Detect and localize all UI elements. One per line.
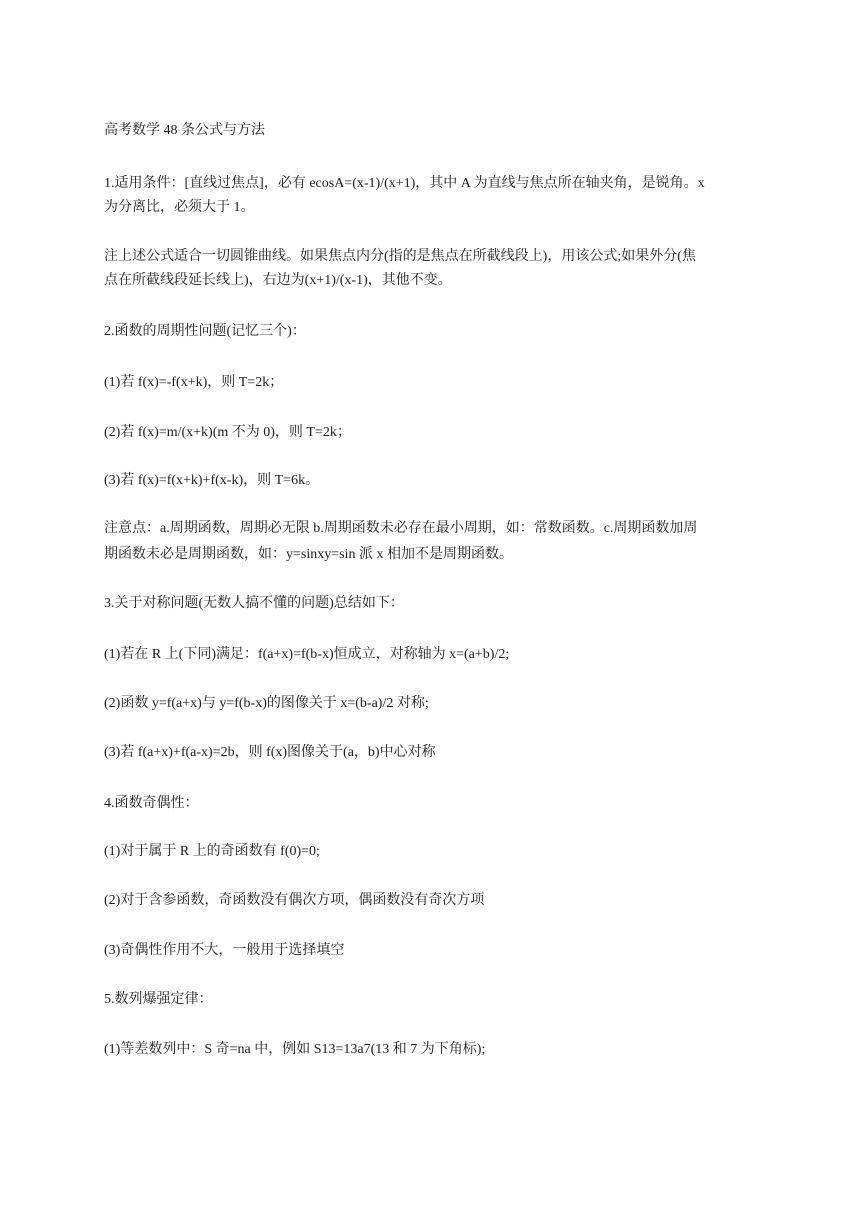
text-line: (1)等差数列中：S 奇=na 中，例如 S13=13a7(13 和 7 为下角标); [104,1042,486,1057]
section-heading: 2.函数的周期性问题(记忆三个)： [104,324,306,339]
text-line: (3)奇偶性作用不大，一般用于选择填空 [104,943,345,958]
text-line: 期函数未必是周期函数，如：y=sinxy=sin 派 x 相加不是周期函数。 [104,547,513,562]
document-title: 高考数学 48 条公式与方法 [104,123,265,138]
text-line: (1)若 f(x)=-f(x+k)，则 T=2k； [104,375,284,390]
section-heading: 5.数列爆强定律： [104,992,213,1007]
text-line: 注意点：a.周期函数，周期必无限 b.周期函数未必存在最小周期，如：常数函数。c.周期函数加周 [104,521,698,536]
section-heading: 4.函数奇偶性： [104,796,199,811]
text-line: (2)函数 y=f(a+x)与 y=f(b-x)的图像关于 x=(b-a)/2 对称; [104,696,429,711]
text-line: 为分离比，必须大于 1。 [104,200,255,215]
text-line: (3)若 f(a+x)+f(a-x)=2b，则 f(x)图像关于(a，b)中心对称 [104,745,436,760]
text-line: (3)若 f(x)=f(x+k)+f(x-k)，则 T=6k。 [104,473,320,488]
text-line: (2)若 f(x)=m/(x+k)(m 不为 0)，则 T=2k； [104,425,351,440]
text-line: (1)若在 R 上(下同)满足：f(a+x)=f(b-x)恒成立，对称轴为 x=(a+b)/2; [104,647,510,662]
text-line: (1)对于属于 R 上的奇函数有 f(0)=0; [104,844,320,859]
text-line: (2)对于含参函数，奇函数没有偶次方项，偶函数没有奇次方项 [104,893,485,908]
text-line: 注上述公式适合一切圆锥曲线。如果焦点内分(指的是焦点在所截线段上)，用该公式;如果外分(焦 [104,249,696,264]
section-heading: 3.关于对称问题(无数人搞不懂的问题)总结如下： [104,596,404,611]
text-line: 点在所截线段延长线上)，右边为(x+1)/(x-1)，其他不变。 [104,273,452,288]
text-line: 1.适用条件：[直线过焦点]，必有 ecosA=(x-1)/(x+1)，其中 A 为直线与焦点所在轴夹角，是锐角。x [104,176,705,191]
